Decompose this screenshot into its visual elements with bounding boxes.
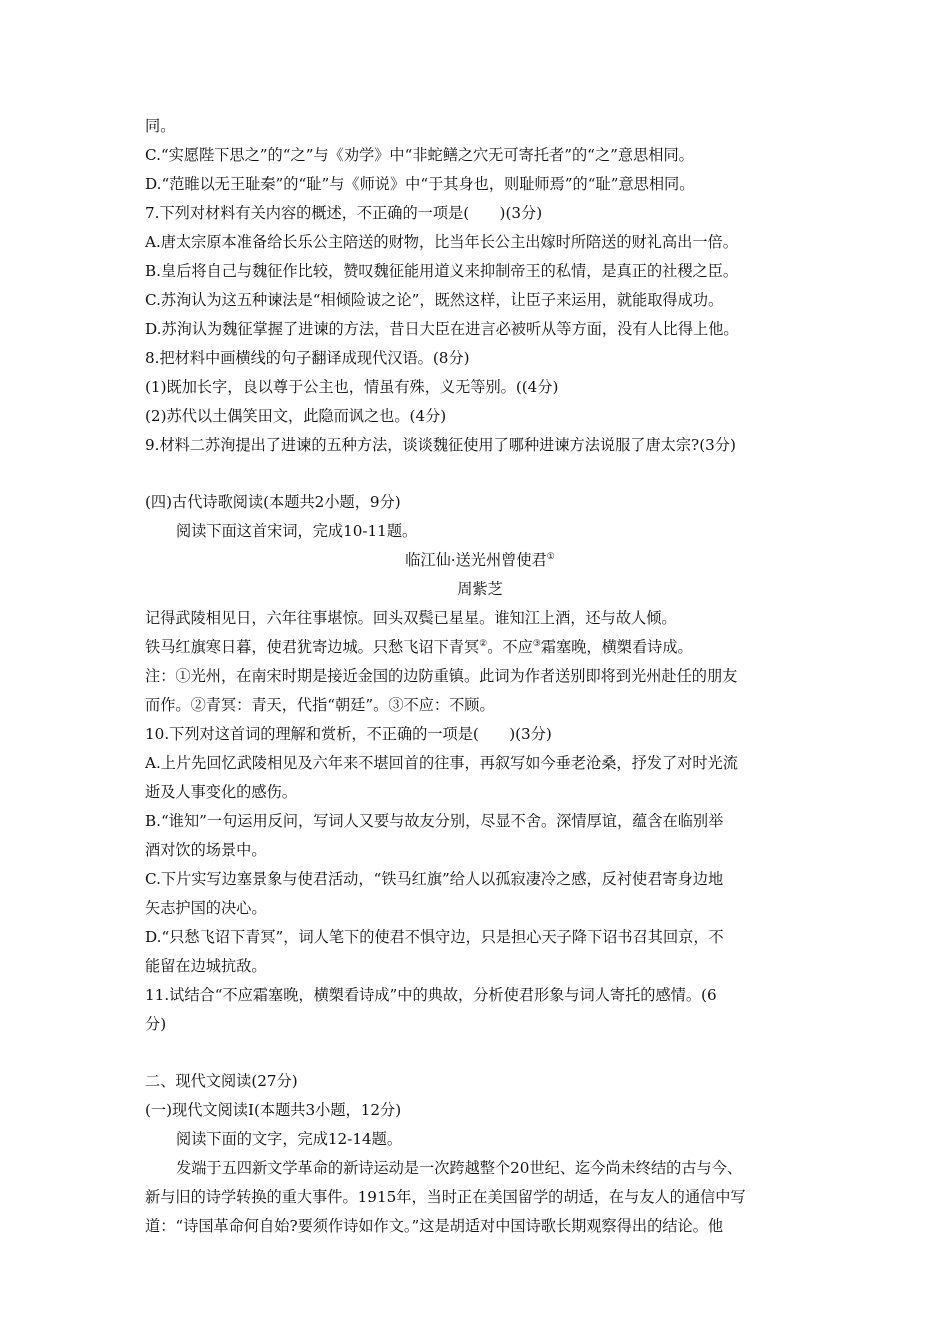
poem-note-mark-3: ③ — [532, 638, 541, 649]
poetry-section-title: (四)古代诗歌阅读(本题共2小题，9分) — [145, 493, 401, 511]
question-10-option-d-line-2: 能留在边城抗敌。 — [145, 957, 267, 975]
poem-note-mark-2: ② — [479, 638, 488, 649]
poem-note-line-1: 注：①光州，在南宋时期是接近金国的边防重镇。此词为作者送别即将到光州赴任的朋友 — [145, 667, 738, 685]
poem-verse-2-part-c: 霜塞晚，横槊看诗成。 — [540, 638, 693, 656]
prev-question-tail: 同。 — [145, 117, 176, 135]
modern-reading-section-title: (一)现代文阅读Ⅰ(本题共3小题，12分) — [145, 1101, 402, 1119]
question-10-stem: 10.下列对这首词的理解和赏析，不正确的一项是( )(3分) — [145, 725, 552, 743]
question-7-option-d: D.苏洵认为魏征掌握了进谏的方法，昔日大臣在进言必被听从等方面，没有人比得上他。 — [145, 320, 739, 338]
question-10-option-b-line-1: B.“谁知”一句运用反问，写词人又要与故友分别，尽显不舍。深情厚谊，蕴含在临别举 — [145, 812, 724, 830]
question-7-option-c: C.苏洵认为这五种谏法是“相倾险诐之论”，既然这样，让臣子来运用，就能取得成功。 — [145, 291, 724, 309]
poem-title-text: 临江仙·送光州曾使君 — [405, 551, 547, 569]
passage-line-2: 新与旧的诗学转换的重大事件。1915年，当时正在美国留学的胡适，在与友人的通信中写 — [145, 1188, 746, 1206]
question-8-stem: 8.把材料中画横线的句子翻译成现代汉语。(8分) — [145, 349, 470, 367]
poem-title-note-mark: ① — [546, 551, 555, 562]
modern-reading-instruction: 阅读下面的文字，完成12-14题。 — [176, 1130, 403, 1148]
poem-verse-2-part-b: 。不应 — [487, 638, 533, 656]
question-11-stem-line-2: 分) — [145, 1015, 167, 1033]
question-10-option-c-line-2: 矢志护国的决心。 — [145, 899, 267, 917]
poem-verse-2-part-a: 铁马红旗寒日暮，使君犹寄边城。只愁飞诏下青冥 — [145, 638, 480, 656]
question-10-option-c-line-1: C.下片实写边塞景象与使君活动，“铁马红旗”给人以孤寂凄冷之感，反衬使君寄身边地 — [145, 870, 724, 888]
poem-title — [145, 550, 815, 570]
question-10-option-a-line-2: 逝及人事变化的感伤。 — [145, 783, 297, 801]
question-7-option-b: B.皇后将自己与魏征作比较，赞叹魏征能用道义来抑制帝王的私情，是真正的社稷之臣。 — [145, 262, 739, 280]
question-8-sentence-2: (2)苏代以土偶笑田文，此隐而讽之也。(4分) — [145, 407, 447, 425]
question-9-stem: 9.材料二苏洵提出了进谏的五种方法，谈谈魏征使用了哪种进谏方法说服了唐太宗?(3分) — [145, 436, 736, 454]
prev-question-option-d: D.“范睢以无王耻秦”的“耻”与《师说》中“于其身也，则耻师焉”的“耻”意思相同。 — [145, 175, 695, 193]
poem-verse-1: 记得武陵相见日，六年往事堪惊。回头双鬓已星星。谁知江上酒，还与故人倾。 — [145, 609, 677, 627]
prev-question-option-c: C.“实愿陛下思之”的“之”与《劝学》中“非蛇鳝之穴无可寄托者”的“之”意思相同。 — [145, 146, 694, 164]
passage-line-3: 道：“诗国革命何自始?要须作诗如作文。”这是胡适对中国诗歌长期观察得出的结论。他 — [145, 1217, 724, 1235]
question-11-stem-line-1: 11.试结合“不应霜塞晚，横槊看诗成”中的典故，分析使君形象与词人寄托的感情。(6 — [145, 986, 717, 1004]
modern-reading-part-title: 二、现代文阅读(27分) — [145, 1072, 298, 1090]
poem-author: 周紫芝 — [457, 580, 503, 598]
question-7-stem: 7.下列对材料有关内容的概述，不正确的一项是( )(3分) — [145, 204, 543, 222]
poetry-instruction: 阅读下面这首宋词，完成10-11题。 — [176, 522, 418, 540]
question-7-option-a: A.唐太宗原本准备给长乐公主陪送的财物，比当年长公主出嫁时所陪送的财礼高出一倍。 — [145, 233, 738, 251]
question-10-option-d-line-1: D.“只愁飞诏下青冥”，词人笔下的使君不惧守边，只是担心天子降下诏书召其回京，不 — [145, 928, 724, 946]
passage-line-1: 发端于五四新文学革命的新诗运动是一次跨越整个20世纪、迄今尚未终结的古与今、 — [176, 1159, 743, 1177]
poem-note-line-2: 而作。②青冥：青天，代指“朝廷”。③不应：不顾。 — [145, 696, 495, 714]
question-10-option-b-line-2: 酒对饮的场景中。 — [145, 841, 267, 859]
question-8-sentence-1: (1)既加长字，良以尊于公主也，情虽有殊，义无等别。((4分) — [145, 378, 559, 396]
question-10-option-a-line-1: A.上片先回忆武陵相见及六年来不堪回首的往事，再叙写如今垂老沧桑，抒发了对时光流 — [145, 754, 738, 772]
poem-verse-2 — [145, 637, 815, 657]
